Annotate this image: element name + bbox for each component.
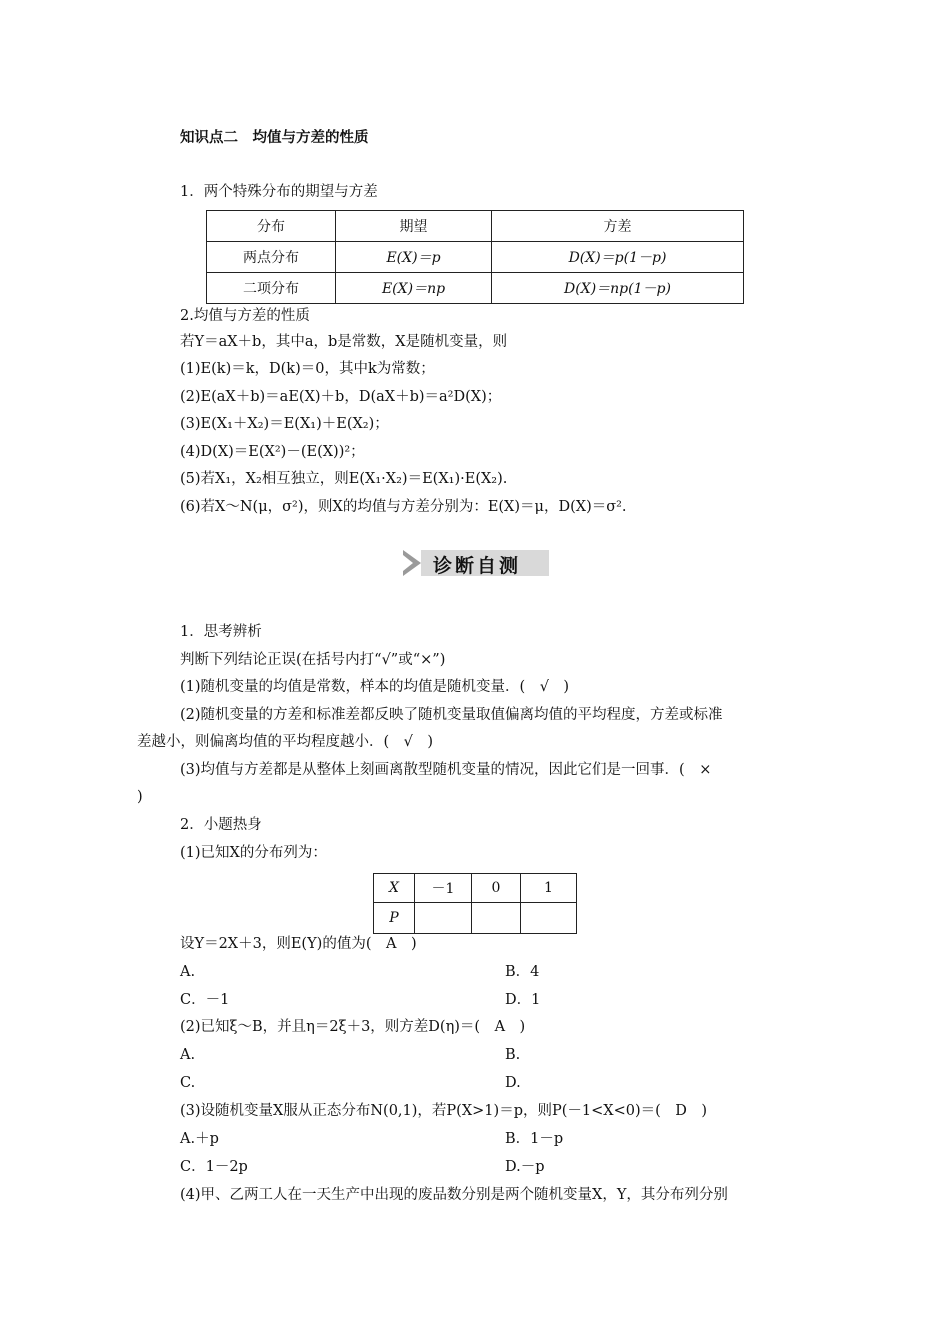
table-cell: 0 <box>472 874 521 903</box>
special-dist-heading: 1．两个特殊分布的期望与方差 <box>180 184 378 200</box>
section-title: 知识点二 均值与方差的性质 <box>180 129 369 146</box>
property-item: (5)若X₁，X₂相互独立，则E(X₁·X₂)＝E(X₁)·E(X₂). <box>180 471 508 487</box>
table-cell: P <box>374 903 415 934</box>
option-c: C．1－2p <box>180 1159 248 1175</box>
option-d: D.－p <box>505 1159 545 1175</box>
table-row <box>207 273 744 304</box>
properties-intro: 若Y＝aX＋b，其中a，b是常数，X是随机变量，则 <box>180 334 508 350</box>
table-cell <box>415 903 472 934</box>
table-cell: E(X)＝p <box>336 242 492 273</box>
think-question: (3)均值与方差都是从整体上刻画离散型随机变量的情况，因此它们是一回事．( × <box>180 762 712 778</box>
problem-stem: (1)已知X的分布列为： <box>180 845 327 861</box>
special-dist-table <box>206 210 744 304</box>
option-a: A.＋p <box>180 1131 219 1147</box>
think-question: (2)随机变量的方差和标准差都反映了随机变量取值偏离均值的平均程度，方差或标准 <box>180 707 723 723</box>
arrow-inner-icon <box>403 555 413 571</box>
option-a: A. <box>180 964 196 980</box>
table-cell: 二项分布 <box>207 273 336 304</box>
think-question-cont: 差越小，则偏离均值的平均程度越小．( √ ) <box>137 734 434 750</box>
table-header-cell: 方差 <box>492 211 744 242</box>
option-c: C．－1 <box>180 992 230 1008</box>
properties-heading: 2.均值与方差的性质 <box>180 308 310 324</box>
table-row <box>207 242 744 273</box>
option-b: B．4 <box>505 964 540 980</box>
think-question-cont: ) <box>137 789 143 805</box>
option-d: D. <box>505 1075 521 1091</box>
table-cell <box>521 903 577 934</box>
table-cell: E(X)＝np <box>336 273 492 304</box>
table-cell: 两点分布 <box>207 242 336 273</box>
problem-stem: (3)设随机变量X服从正态分布N(0,1)，若P(X>1)＝p，则P(－1<X<0)＝( D ) <box>180 1103 708 1119</box>
table-row <box>374 874 577 903</box>
table-cell: －1 <box>415 874 472 903</box>
table-row <box>374 903 577 934</box>
option-a: A. <box>180 1047 196 1063</box>
property-item: (1)E(k)＝k，D(k)＝0，其中k为常数； <box>180 361 435 377</box>
problem-question: 设Y＝2X＋3，则E(Y)的值为( A ) <box>180 936 417 952</box>
property-item: (4)D(X)＝E(X²)－(E(X))²； <box>180 444 365 460</box>
problem-stem: (4)甲、乙两工人在一天生产中出现的废品数分别是两个随机变量X，Y，其分布列分别 <box>180 1187 728 1203</box>
think-instruction: 判断下列结论正误(在括号内打“√”或“×”) <box>180 652 446 668</box>
property-item: (3)E(X₁＋X₂)＝E(X₁)＋E(X₂)； <box>180 416 389 432</box>
table-header-cell: 期望 <box>336 211 492 242</box>
think-question: (1)随机变量的均值是常数，样本的均值是随机变量．( √ ) <box>180 679 570 695</box>
warmup-heading: 2．小题热身 <box>180 817 262 833</box>
table-cell: X <box>374 874 415 903</box>
table-cell: D(X)＝p(1－p) <box>492 242 744 273</box>
distribution-table <box>373 873 577 934</box>
option-b: B．1－p <box>505 1131 564 1147</box>
table-row <box>207 211 744 242</box>
problem-stem: (2)已知ξ～B，并且η＝2ξ＋3，则方差D(η)＝( A ) <box>180 1019 526 1035</box>
property-item: (6)若X～N(μ，σ²)，则X的均值与方差分别为：E(X)＝μ，D(X)＝σ². <box>180 499 627 515</box>
option-c: C. <box>180 1075 196 1091</box>
table-cell <box>472 903 521 934</box>
table-cell: D(X)＝np(1－p) <box>492 273 744 304</box>
diagnostic-banner <box>403 550 549 576</box>
option-d: D．1 <box>505 992 541 1008</box>
think-heading: 1．思考辨析 <box>180 624 262 640</box>
table-cell: 1 <box>521 874 577 903</box>
option-b: B. <box>505 1047 521 1063</box>
banner-label: 诊断自测 <box>433 555 522 577</box>
table-header-cell: 分布 <box>207 211 336 242</box>
property-item: (2)E(aX＋b)＝aE(X)＋b，D(aX＋b)＝a²D(X)； <box>180 389 502 405</box>
